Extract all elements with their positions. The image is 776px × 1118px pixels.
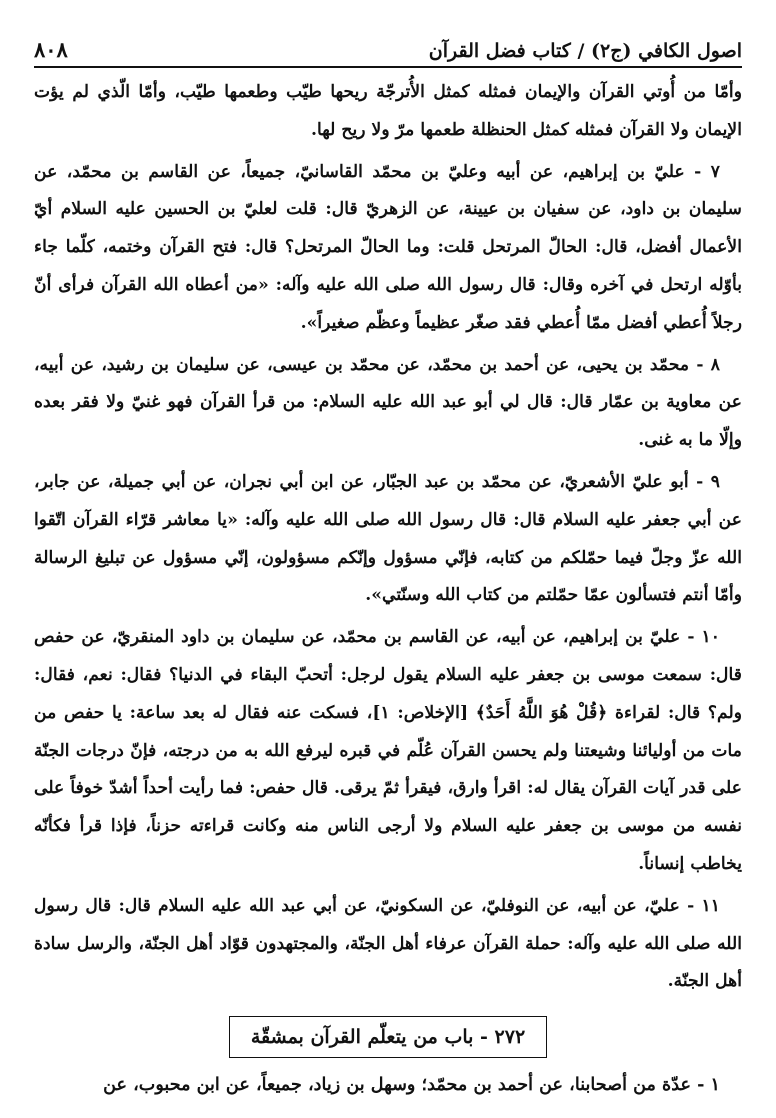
running-header — [34, 28, 742, 62]
hadith-8: ٨ - محمّد بن يحيى، عن أحمد بن محمّد، عن محمّد بن عيسى، عن سليمان بن رشيد، عن أبيه، عن معاوية بن عمّار قال: قال لي أبو عبد الله عليه السلام: من قرأ القرآن فهو غنيّ ولا فقر بعده وإلّا ما به غنى. — [34, 354, 742, 451]
chapter-first-hadith: ١ - عدّة من أصحابنا، عن أحمد بن محمّد؛ وسهل بن زياد، جميعاً، عن ابن محبوب، عن — [103, 1074, 720, 1095]
chapter-heading-box — [229, 1016, 547, 1058]
hadith-7: ٧ - عليّ بن إبراهيم، عن أبيه وعليّ بن محمّد القاسانيّ، جميعاً، عن القاسم بن محمّد، عن سليمان بن داود، عن سفيان بن عيينة، عن الزهريّ قال: قلت لعليّ بن الحسين عليه السلام أيّ الأعمال أفضل، قال: الحالّ المرتحل قلت: وما الحالّ المرتحل؟ قال: فتح القرآن وختمه، كلّما جاء بأوّله ارتحل في آخره وقال: قال رسول الله صلى الله عليه وآله: «من أعطاه الله القرآن فرأى أنّ رجلاً أُعطي أفضل ممّا أُعطي فقد صغّر عظيماً وعظّم صغيراً». — [34, 161, 742, 333]
header-rule — [34, 66, 742, 68]
hadith-9: ٩ - أبو عليّ الأشعريّ، عن محمّد بن عبد الجبّار، عن ابن أبي نجران، عن أبي جميلة، عن جابر، عن أبي جعفر عليه السلام قال: قال رسول الله صلى الله عليه وآله: «يا معاشر قرّاء القرآن اتّقوا الله عزّ وجلّ فيما حمّلكم من كتابه، فإنّي مسؤول وإنّكم مسؤولون، إنّي مسؤول عن تبليغ الرسالة وأمّا أنتم فتسألون عمّا حمّلتم من كتاب الله وسنّتي». — [34, 471, 742, 606]
paragraph-continuation: وأمّا من أُوتي القرآن والإيمان فمثله كمثل الأُترجّة ريحها طيّب وطعمها طيّب، وأمّا الّذي لم يؤت الإيمان ولا القرآن فمثله كمثل الحنظلة طعمها مرّ ولا ريح لها. — [34, 82, 742, 140]
chapter-title: ٢٧٢ - باب من يتعلّم القرآن بمشقّة — [250, 1026, 526, 1048]
page-number: ٨٠٨ — [34, 37, 68, 62]
body-text — [34, 74, 742, 1001]
hadith-11: ١١ - عليّ، عن أبيه، عن النوفليّ، عن السكونيّ، عن أبي عبد الله عليه السلام قال: قال رسول الله صلى الله عليه وآله: حملة القرآن عرفاء أهل الجنّة، والمجتهدون قوّاد أهل الجنّة، والرسل سادة أهل الجنّة. — [34, 895, 742, 992]
book-page — [34, 0, 742, 1118]
hadith-10: ١٠ - عليّ بن إبراهيم، عن أبيه، عن القاسم بن محمّد، عن سليمان بن داود المنقريّ، عن حفص قال: سمعت موسى بن جعفر عليه السلام يقول لرجل: أتحبّ البقاء في الدنيا؟ فقال: نعم، فقال: ولم؟ قال: لقراءة ﴿قُلْ هُوَ اللَّهُ أَحَدٌ﴾ [الإخلاص: ١]، فسكت عنه فقال له بعد ساعة: يا حفص من مات من أوليائنا وشيعتنا ولم يحسن القرآن عُلّم في قبره ليرفع الله به من درجته، فإنّ درجات الجنّة على قدر آيات القرآن يقال له: اقرأ وارق، فيقرأ ثمّ يرقى. قال حفص: فما رأيت أحداً أشدّ خوفاً على نفسه من موسى بن جعفر عليه السلام ولا أرجى الناس منه وكانت قراءته حزناً، فإذا قرأ فكأنّه يخاطب إنساناً. — [34, 627, 742, 874]
header-title: اصول الكافي (ج٢) / كتاب فضل القرآن — [428, 40, 742, 62]
